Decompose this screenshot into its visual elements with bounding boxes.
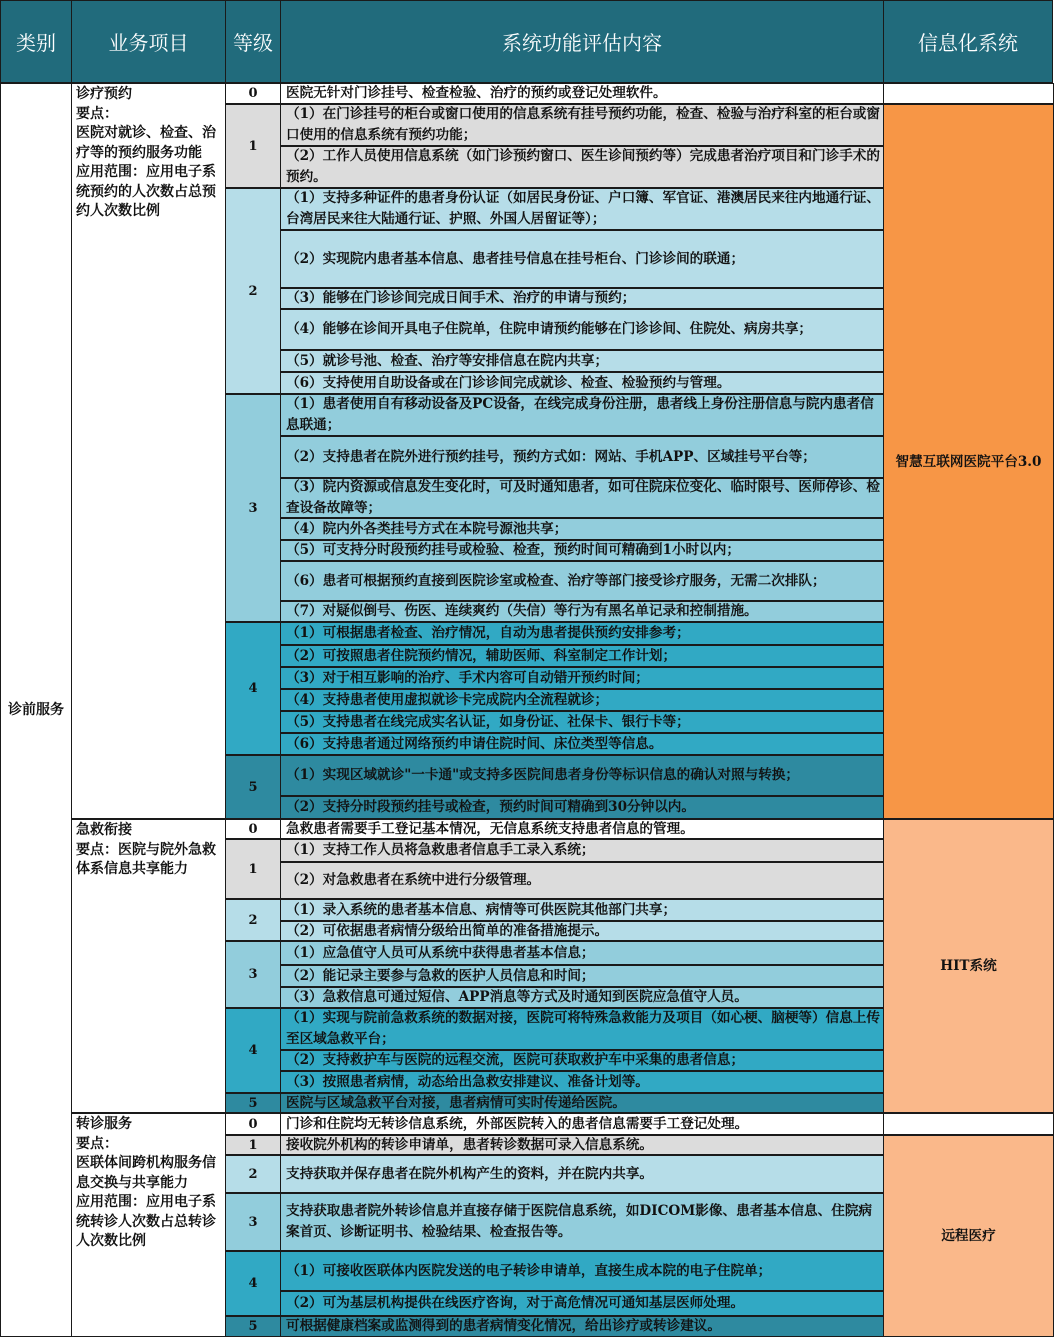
content-item bbox=[280, 436, 884, 478]
project-description: 要点： 医联体间跨机构服务信息交换与共享能力 应用范围：应用电子系统转诊人次数占总转诊人次数比例 bbox=[76, 1135, 216, 1249]
grade-cell: 4 bbox=[225, 1008, 281, 1093]
project-cell bbox=[71, 819, 226, 1113]
content-item-text: （1）应急值守人员可从系统中获得患者基本信息； bbox=[286, 944, 595, 961]
content-item bbox=[280, 645, 884, 667]
grade-cell: 4 bbox=[225, 1251, 281, 1316]
grade-cell: 2 bbox=[225, 899, 281, 941]
content-item-text: （2）支持患者在院外进行预约挂号，预约方式如：网站、手机APP、区域挂号平台等； bbox=[286, 448, 816, 465]
content-item-text: 门诊和住院均无转诊信息系统，外部医院转入的患者信息需要手工登记处理。 bbox=[286, 1115, 749, 1132]
content-item bbox=[280, 667, 884, 689]
content-item bbox=[280, 987, 884, 1008]
content-item-text: （1）可根据患者检查、治疗情况，自动为患者提供预约安排参考； bbox=[286, 625, 690, 641]
content-item-text: （2）可按照患者住院预约情况，辅助医师、科室制定工作计划； bbox=[286, 647, 677, 664]
grade-cell: 1 bbox=[225, 104, 281, 188]
header-content: 系统功能评估内容 bbox=[280, 0, 884, 83]
grade-cell: 5 bbox=[225, 1093, 281, 1113]
content-item bbox=[280, 1155, 884, 1193]
content-item bbox=[280, 188, 884, 230]
grade-cell: 0 bbox=[225, 83, 281, 104]
content-item-text: （2）可依据患者病情分级给出简单的准备措施提示。 bbox=[286, 922, 609, 939]
content-item-text: 接收院外机构的转诊申请单，患者转诊数据可录入信息系统。 bbox=[286, 1136, 654, 1153]
content-item-text: （2）支持分时段预约挂号或检查，预约时间可精确到30分钟以内。 bbox=[286, 799, 695, 815]
content-item-text: 医院与区域急救平台对接，患者病情可实时传递给医院。 bbox=[286, 1094, 626, 1111]
grade-cell: 5 bbox=[225, 755, 281, 819]
grade-cell: 2 bbox=[225, 188, 281, 394]
content-item bbox=[280, 796, 884, 819]
content-item bbox=[280, 755, 884, 796]
grade-cell: 2 bbox=[225, 1155, 281, 1193]
content-item-text: （4）能够在诊间开具电子住院单，住院申请预约能够在门诊诊间、住院处、病房共享； bbox=[286, 321, 813, 337]
content-item bbox=[280, 1193, 884, 1251]
project-description: 要点： 医院对就诊、检查、治疗等的预约服务功能 应用范围：应用电子系统预约的人次数占总预约人次数比例 bbox=[76, 105, 216, 219]
content-item-text: （6）支持使用自助设备或在门诊诊间完成就诊、检查、检验预约与管理。 bbox=[286, 374, 731, 391]
content-item-text: （7）对疑似倒号、伤医、连续爽约（失信）等行为有黑名单记录和控制措施。 bbox=[286, 603, 758, 619]
grade-cell: 0 bbox=[225, 819, 281, 839]
content-item-text: 可根据健康档案或监测得到的患者病情变化情况，给出诊疗或转诊建议。 bbox=[286, 1318, 721, 1334]
content-item-text: （2）能记录主要参与急救的医护人员信息和时间； bbox=[286, 967, 595, 984]
system-cell: 智慧互联网医院平台3.0 bbox=[883, 104, 1054, 819]
content-item bbox=[280, 540, 884, 561]
content-item bbox=[280, 1071, 884, 1093]
content-item-text: （4）支持患者使用虚拟就诊卡完成院内全流程就诊； bbox=[286, 691, 609, 708]
content-item-text: （2）工作人员使用信息系统（如门诊预约窗口、医生诊间预约等）完成患者治疗项目和门诊手术的预约。 bbox=[286, 148, 880, 185]
content-item bbox=[280, 1135, 884, 1155]
content-item-text: （2）可为基层机构提供在线医疗咨询，对于高危情况可通知基层医师处理。 bbox=[286, 1295, 745, 1311]
content-item bbox=[280, 1050, 884, 1071]
content-item bbox=[280, 733, 884, 755]
system-cell: 远程医疗 bbox=[883, 1135, 1054, 1337]
content-item bbox=[280, 146, 884, 188]
content-item-text: （1）在门诊挂号的柜台或窗口使用的信息系统有挂号预约功能，检查、检验与治疗科室的柜台或窗口使用的信息系统有预约功能； bbox=[286, 106, 880, 143]
grade-cell: 5 bbox=[225, 1316, 281, 1337]
content-item bbox=[280, 839, 884, 862]
content-item bbox=[280, 862, 884, 899]
project-description: 要点：医院与院外急救体系信息共享能力 bbox=[76, 841, 216, 877]
content-item-text: （6）支持患者通过网络预约申请住院时间、床位类型等信息。 bbox=[286, 735, 663, 752]
content-item bbox=[280, 941, 884, 965]
content-item bbox=[280, 601, 884, 622]
content-item-text: （3）急救信息可通过短信、APP消息等方式及时通知到医院应急值守人员。 bbox=[286, 989, 748, 1005]
system-blank-cell bbox=[883, 1113, 1054, 1135]
content-item-text: 支持获取患者院外转诊信息并直接存储于医院信息系统，如DICOM影像、患者基本信息、住院病案首页、诊断证明书、检验结果、检查报告等。 bbox=[286, 1203, 873, 1240]
content-item-text: 支持获取并保存患者在院外机构产生的资料，并在院内共享。 bbox=[286, 1165, 654, 1182]
content-item bbox=[280, 711, 884, 733]
content-item-text: （5）可支持分时段预约挂号或检验、检查，预约时间可精确到1小时以内； bbox=[286, 542, 740, 558]
content-item-text: （4）院内外各类挂号方式在本院号源池共享； bbox=[286, 520, 568, 537]
content-item bbox=[280, 1008, 884, 1050]
grade-cell: 4 bbox=[225, 622, 281, 755]
content-item bbox=[280, 478, 884, 518]
content-item-text: （2）实现院内患者基本信息、患者挂号信息在挂号柜台、门诊诊间的联通； bbox=[286, 250, 745, 267]
system-blank-cell bbox=[883, 83, 1054, 104]
content-item-text: （2）支持救护车与医院的远程交流，医院可获取救护车中采集的患者信息； bbox=[286, 1052, 745, 1068]
content-item-text: （1）患者使用自有移动设备及PC设备，在线完成身份注册，患者线上身份注册信息与院内患者信息联通； bbox=[286, 396, 874, 433]
content-item bbox=[280, 1251, 884, 1291]
system-cell: HIT系统 bbox=[883, 819, 1054, 1113]
header-category: 类别 bbox=[0, 0, 72, 83]
grade-cell: 3 bbox=[225, 394, 281, 622]
content-item-text: 急救患者需要手工登记基本情况，无信息系统支持患者信息的管理。 bbox=[286, 820, 694, 837]
content-item-text: 医院无针对门诊挂号、检查检验、治疗的预约或登记处理软件。 bbox=[286, 85, 667, 101]
content-item bbox=[280, 819, 884, 839]
grade-cell: 1 bbox=[225, 1135, 281, 1155]
content-item bbox=[280, 372, 884, 394]
project-title: 转诊服务 bbox=[76, 1116, 132, 1132]
content-item bbox=[280, 899, 884, 921]
header-grade: 等级 bbox=[225, 0, 281, 83]
content-item bbox=[280, 288, 884, 309]
content-item-text: （1）实现与院前急救系统的数据对接，医院可将特殊急救能力及项目（如心梗、脑梗等）信息上传至区域急救平台； bbox=[286, 1010, 880, 1047]
content-item bbox=[280, 350, 884, 372]
content-item bbox=[280, 83, 884, 104]
content-item-text: （3）按照患者病情，动态给出急救安排建议、准备计划等。 bbox=[286, 1073, 649, 1090]
content-item bbox=[280, 518, 884, 540]
content-item bbox=[280, 394, 884, 436]
project-title: 急救衔接 bbox=[76, 822, 132, 838]
content-item bbox=[280, 622, 884, 645]
content-item bbox=[280, 309, 884, 350]
project-cell bbox=[71, 83, 226, 819]
content-item-text: （3）对于相互影响的治疗、手术内容可自动错开预约时间； bbox=[286, 669, 649, 686]
content-item-text: （1）实现区域就诊"一卡通"或支持多医院间患者身份等标识信息的确认对照与转换； bbox=[286, 767, 799, 783]
content-item-text: （6）患者可根据预约直接到医院诊室或检查、治疗等部门接受诊疗服务，无需二次排队； bbox=[286, 572, 826, 589]
project-title: 诊疗预约 bbox=[76, 86, 132, 102]
grade-cell: 3 bbox=[225, 941, 281, 1008]
content-item bbox=[280, 921, 884, 941]
content-item-text: （1）支持多种证件的患者身份认证（如居民身份证、户口簿、军官证、港澳居民来往内地通行证、台湾居民来往大陆通行证、护照、外国人居留证等）； bbox=[286, 190, 880, 227]
grade-cell: 0 bbox=[225, 1113, 281, 1135]
project-cell bbox=[71, 1113, 226, 1337]
content-item bbox=[280, 1316, 884, 1337]
content-item bbox=[280, 965, 884, 987]
content-item bbox=[280, 1291, 884, 1316]
content-item-text: （5）支持患者在线完成实名认证，如身份证、社保卡、银行卡等； bbox=[286, 713, 690, 730]
content-item-text: （1）支持工作人员将急救患者信息手工录入系统； bbox=[286, 842, 595, 858]
content-item-text: （1）录入系统的患者基本信息、病情等可供医院其他部门共享； bbox=[286, 901, 677, 918]
content-item bbox=[280, 1093, 884, 1113]
content-item bbox=[280, 689, 884, 711]
content-item bbox=[280, 1113, 884, 1135]
content-item bbox=[280, 230, 884, 288]
content-item-text: （3）能够在门诊诊间完成日间手术、治疗的申请与预约； bbox=[286, 290, 636, 306]
category-cell: 诊前服务 bbox=[0, 83, 72, 1337]
header-project: 业务项目 bbox=[71, 0, 226, 83]
content-item bbox=[280, 561, 884, 601]
content-item bbox=[280, 104, 884, 146]
content-item-text: （5）就诊号池、检查、治疗等安排信息在院内共享； bbox=[286, 352, 609, 369]
content-item-text: （1）可接收医联体内医院发送的电子转诊申请单，直接生成本院的电子住院单； bbox=[286, 1262, 772, 1279]
grade-cell: 3 bbox=[225, 1193, 281, 1251]
header-system: 信息化系统 bbox=[883, 0, 1053, 83]
content-item-text: （2）对急救患者在系统中进行分级管理。 bbox=[286, 872, 541, 888]
grade-cell: 1 bbox=[225, 839, 281, 899]
content-item-text: （3）院内资源或信息发生变化时，可及时通知患者，如可住院床位变化、临时限号、医师停诊、检查设备故障等； bbox=[286, 479, 880, 516]
